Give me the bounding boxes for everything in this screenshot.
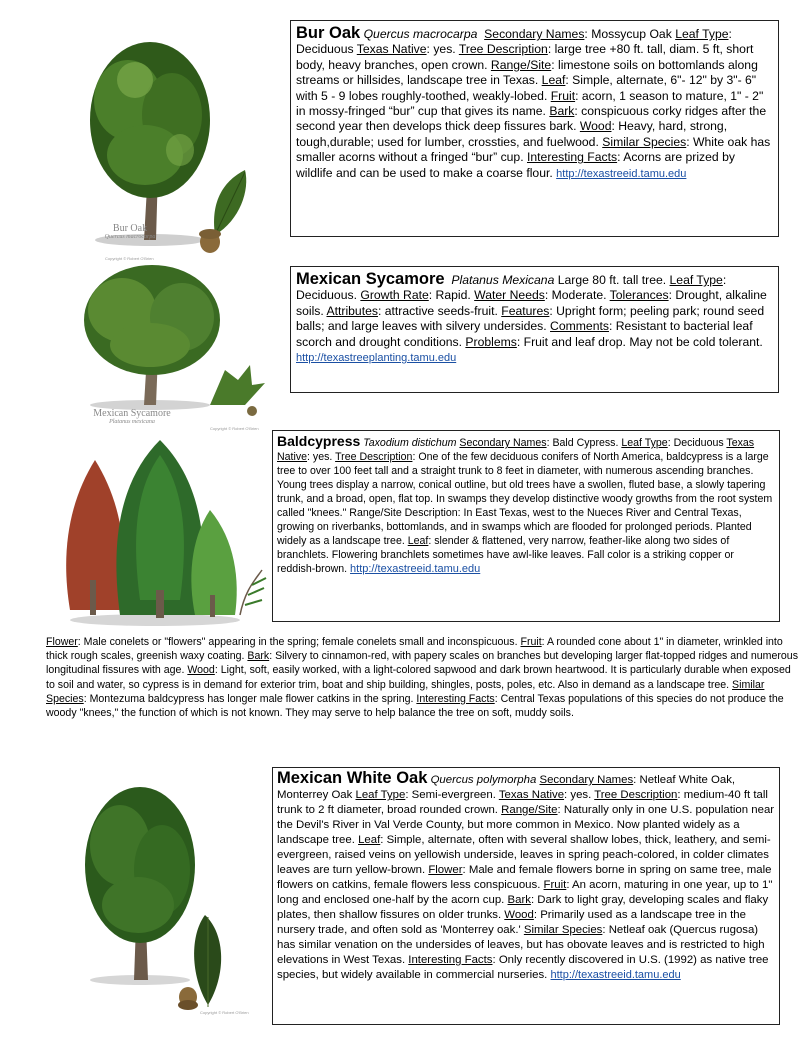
baldcypress-texas-native: : yes. [307,451,336,463]
baldcypress-entry [272,430,780,622]
baldcypress-flower: : Male conelets or "flowers" appearing in the spring; female conelets small and inconspicuous. [77,636,521,648]
mexican-white-oak-text [273,768,779,986]
mexican-sycamore-water-label: Water Needs [474,288,545,303]
bur-oak-entry [290,20,779,237]
mexican-sycamore-problems: : Fruit and leaf drop. May not be cold tolerant. [516,334,763,349]
mexican-sycamore-attributes-label: Attributes [326,303,378,318]
mexican-sycamore-comments-label: Comments [550,319,609,334]
mexican-sycamore-attributes: : attractive seeds-fruit. [377,303,502,318]
mexican-sycamore-entry [290,266,779,393]
mexican-white-oak-fruit: : An acorn, maturing in one year, up to 1" long and enclosed one-half by the acorn cup. [277,879,773,906]
mexican-sycamore-text [291,267,778,370]
mexican-white-oak-tree-drawing [50,775,270,1025]
mexican-sycamore-name: Mexican Sycamore [296,270,445,288]
bur-oak-tree-desc-label: Tree Description [458,42,548,57]
baldcypress-link[interactable]: http://texastreeid.tamu.edu [350,563,481,575]
baldcypress-texas-native-label: Texas Native [277,437,755,463]
bur-oak-leaf-label: Leaf [541,73,566,88]
bur-oak-tree-desc: : large tree +80 ft. tall, diam. 5 ft, short body, heavy branches, open crown. [296,42,754,72]
bur-oak-texas-native: : yes. [426,42,459,57]
mexican-white-oak-credit: Copyright © Robert O'Brien [200,1010,249,1015]
mexican-white-oak-bark-label: Bark [507,894,531,906]
mexican-white-oak-leaf: : Simple, alternate, often with several shallow lobes, thick, leathery, and semi-evergreen, raised veins on yellowish underside, leaves in spring peach-colored, in colder climates leaves are turn yellow-brown. [277,834,771,876]
baldcypress-secondary-label: Secondary Names [459,437,547,449]
baldcypress-continuation [46,635,798,720]
mexican-sycamore-link[interactable]: http://texastreeplanting.tamu.edu [296,352,457,365]
mexican-white-oak-secondary-label: Secondary Names [539,774,634,786]
baldcypress-wood-label: Wood [187,664,215,677]
mexican-sycamore-credit: Copyright © Robert O'Brien [210,426,259,431]
mexican-sycamore-tree-drawing [40,255,280,430]
baldcypress-tree-desc-label: Tree Description [335,451,413,463]
bur-oak-bark-label: Bark [549,104,575,119]
mexican-white-oak-leaf-label: Leaf [358,834,381,846]
baldcypress-wood: : Light, soft, easily worked, with a light-colored sapwood and dark brown heartwood. It is particularly durable when exposed to soil and water, so cypress is in demand for exterior trim, boat and ship building, shingles, posts, poles, etc. Also in demand as a landscape tree. [46,664,791,691]
mexican-sycamore-leaf-type: : Deciduous. [296,273,727,303]
mexican-white-oak-name: Mexican White Oak [277,769,428,787]
mexican-white-oak-facts: : Only recently discovered in U.S. (1992) as native tree species, but widely available in commercial nurseries. [277,954,769,981]
bur-oak-text [291,21,778,186]
bur-oak-secondary: : Mossycup Oak [584,27,676,41]
bur-oak-secondary-label: Secondary Names [484,27,585,41]
mexican-white-oak-leaf-type-label: Leaf Type [355,789,406,801]
mexican-white-oak-texas-native: : yes. [564,789,595,801]
mexican-white-oak-range-label: Range/Site [501,804,558,816]
mexican-white-oak-illustration [50,775,270,1025]
mexican-white-oak-entry [272,767,780,1025]
baldcypress-bark: : Silvery to cinnamon-red, with papery scales on branches but developing larger flat-topped ridges and numerous longitudinal fissures with age. [46,650,798,677]
mexican-sycamore-caption [62,408,202,425]
baldcypress-facts: : Central Texas populations of this species do not produce the woody "knees," the function of which is not known. They may serve to help balance the tree on soft, muddy soils. [46,692,784,720]
mexican-white-oak-range: : Naturally only in one U.S. population near the Devil's River in Val Verde County, but more common in Mexico. Now planted widely as a landscape tree. [277,804,775,846]
mexican-white-oak-scientific: Quercus polymorpha [430,774,537,786]
mexican-sycamore-comments: : Resistant to bacterial leaf scorch and drought conditions. [296,319,753,349]
bur-oak-facts-label: Interesting Facts [527,150,618,165]
mexican-white-oak-tree-desc-label: Tree Description [594,789,678,801]
bur-oak-facts: : Acorns are prized by wildlife and can be used to make a coarse flour. [296,150,735,180]
mexican-white-oak-flower: : Male and female flowers borne in spring on same tree, male flowers on catkins, female flowers less conspicuous. [277,864,772,891]
mexican-white-oak-fruit-label: Fruit [543,879,567,891]
baldcypress-leaf-type: : Deciduous [667,437,727,449]
mexican-white-oak-similar-label: Similar Species [523,924,603,936]
baldcypress-fruit: : A rounded cone about 1" in diameter, wrinkled into thick rough scales, greenish waxy coating. [46,636,783,663]
bur-oak-similar-label: Similar Species [602,134,687,149]
baldcypress-leaf-label: Leaf [407,535,429,547]
mexican-white-oak-similar: : Netleaf oak (Quercus rugosa) has similar venation on the undersides of leaves, but has obovate leaves and is restricted to high elevations in West Texas. [277,924,765,966]
mexican-sycamore-scientific: Platanus Mexicana [451,273,555,287]
bur-oak-texas-native-label: Texas Native [356,42,427,57]
mexican-sycamore-caption-common: Mexican Sycamore [93,408,171,419]
mexican-sycamore-illustration [40,255,280,430]
mexican-sycamore-problems-label: Problems [465,334,517,349]
mexican-sycamore-leaf-type-label: Leaf Type [669,273,723,287]
baldcypress-name: Baldcypress [277,433,361,449]
baldcypress-leaf: : slender & flattened, very narrow, feather-like along two sides of branchlets. Flowering branchlets sometimes have awl-like leaves. Fall color is a striking copper or reddish-brown. [277,535,734,575]
baldcypress-flower-label: Flower [46,636,78,648]
mexican-white-oak-flower-label: Flower [428,864,463,876]
bur-oak-similar: : White oak has smaller acorns without a fringed “bur” cup. [296,134,771,165]
baldcypress-illustration [40,430,270,630]
bur-oak-bark: : conspicuous corky ridges after the second year then develops thick deep fissures bark. [296,104,767,134]
baldcypress-text [273,431,779,579]
baldcypress-similar: : Montezuma baldcypress has longer male flower catkins in the spring. [83,692,417,705]
mexican-white-oak-secondary: : Netleaf White Oak, Monterrey Oak [277,774,736,801]
bur-oak-wood-label: Wood [579,119,612,134]
baldcypress-leaf-type-label: Leaf Type [621,437,668,449]
baldcypress-scientific: Taxodium distichum [363,437,457,449]
baldcypress-secondary: : Bald Cypress. [546,437,622,449]
baldcypress-tree-desc: : One of the few deciduous conifers of North America, baldcypress is a large tree to over 100 feet tall and a straight trunk to 8 feet in diameter, with numerous ascending branches. Young trees display a narrow, conical outline, but old trees have a swollen, fluted base, a slowly tapering trunk, and a broad, open, flat top. In swamps they develop distinctive woody growths from the root system called "knees." Range/Site Description: In East Texas, west to the Nueces River and Central Texas, growing on riverbanks, bottomlands, and in swamps which are flooded for prolonged periods. Planted widely as a landscape tree. [277,451,773,547]
bur-oak-fruit-label: Fruit [550,88,576,103]
mexican-white-oak-link[interactable]: http://texastreeid.tamu.edu [550,969,681,981]
bur-oak-range: : limestone soils on bottomlands along streams or hillsides, landscape tree in Texas. [296,57,758,88]
bur-oak-caption [80,223,180,240]
mexican-white-oak-bark: : Dark to light gray, developing scales and flaky plates, then shallow fissures on older trunks. [277,894,769,921]
mexican-sycamore-growth-label: Growth Rate [360,288,429,303]
mexican-sycamore-growth: : Rapid. [428,288,475,303]
bur-oak-wood: : Heavy, hard, strong, tough,durable; used for lumber, crossties, and fuelwood. [296,119,728,149]
baldcypress-facts-label: Interesting Facts [416,692,495,705]
mexican-sycamore-features: : Upright form; peeling park; round seed balls; and large leaves with silvery undersides. [296,303,765,334]
baldcypress-similar-label: Similar Species [46,678,765,705]
bur-oak-link[interactable]: http://texastreeid.tamu.edu [556,167,687,180]
mexican-white-oak-leaf-type: : Semi-evergreen. [405,789,499,801]
bur-oak-leaf-type-label: Leaf Type [675,27,729,41]
mexican-white-oak-tree-desc: : medium-40 ft tall trunk to 2 ft diameter, broad rounded crown. [277,789,768,816]
bur-oak-scientific: Quercus macrocarpa [363,27,478,41]
baldcypress-tree-drawing [40,430,270,630]
mexican-sycamore-tolerances: : Drought, alkaline soils. [296,288,767,318]
mexican-white-oak-wood-label: Wood [504,909,534,921]
bur-oak-fruit: : acorn, 1 season to mature, 1" - 2" in mossy-fringed “bur” cup that gives its name. [296,88,764,119]
bur-oak-name: Bur Oak [296,24,361,42]
bur-oak-leaf-type: : Deciduous [296,27,732,57]
mexican-white-oak-facts-label: Interesting Facts [408,954,493,966]
mexican-sycamore-water: : Moderate. [544,288,610,303]
bur-oak-caption-scientific: Quercus macrocarpa [104,234,156,240]
mexican-white-oak-texas-native-label: Texas Native [498,789,565,801]
baldcypress-continuation-text [46,635,798,720]
baldcypress-fruit-label: Fruit [520,636,542,648]
bur-oak-credit: Copyright © Robert O'Brien [105,256,154,261]
baldcypress-bark-label: Bark [247,650,270,663]
mexican-sycamore-tolerances-label: Tolerances [609,288,669,303]
bur-oak-range-label: Range/Site [490,57,552,72]
bur-oak-caption-common: Bur Oak [112,223,148,234]
mexican-white-oak-wood: : Primarily used as a landscape tree in the nursery trade, and often sold as 'Monterrey oak.' [277,909,746,936]
bur-oak-leaf: : Simple, alternate, 6"- 12" by 3"- 6" with 5 - 9 lobes roughly-toothed, weakly-lobed. [296,73,757,103]
mexican-sycamore-features-label: Features [501,303,550,318]
mexican-sycamore-intro: Large 80 ft. tall tree. [554,273,670,287]
mexican-sycamore-caption-scientific: Platanus mexicana [109,419,155,425]
